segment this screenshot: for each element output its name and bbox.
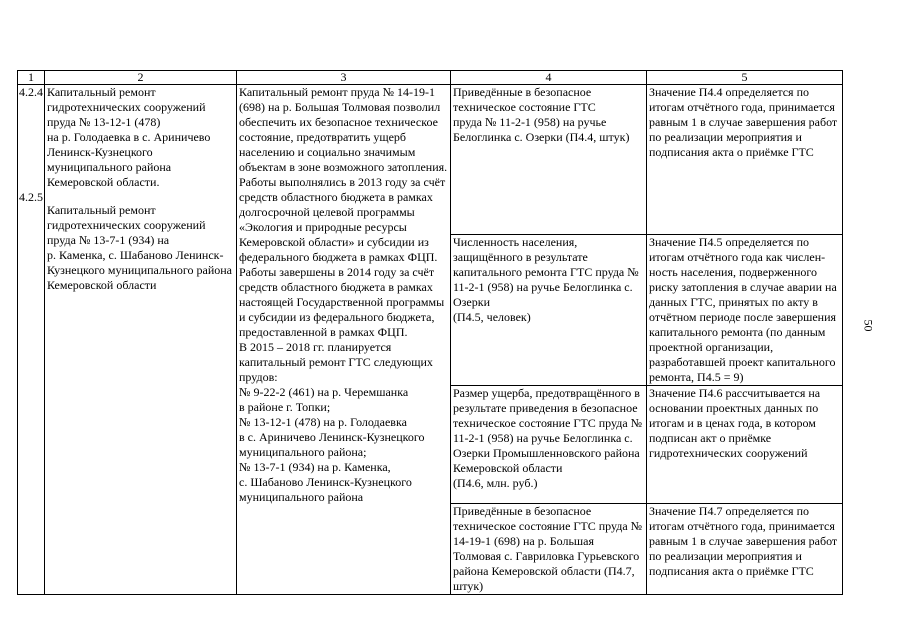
indicator-p4-6: Размер ущерба, предотвращённого в результате приведения в безопасное техническое состояние ГТС пруда № 11-2-1 (958) на ручье Белоглинка с. Озерки Промышленновского района Кемеровской области (П4.6, млн. руб.) — [451, 386, 647, 504]
column-header-3: 3 — [237, 71, 451, 85]
measure-description-cell: Капитальный ремонт пруда № 14-19-1 (698) на р. Большая Толмовая позволил обеспечить их безопасное техническое состояние, предотвратить ущерб населению и социально значимым объектам в зоне возможного затопления. Работы выполнялись в 2013 году за счёт средств областного бюджета в рамках долгосрочной целевой программы «Экология и природные ресурсы Кемеровской области» и субсидии из федерального бюджета в рамках ФЦП. Работы завершены в 2014 году за счёт средств областного бюджета в рамках настоящей Государственной программы и субсидии из федерального бюджета, предоставленной в рамках ФЦП. В 2015 – 2018 гг. планируется капитальный ремонт ГТС следующих прудов: № 9-22-2 (461) на р. Черемшанка в районе г. Топки; № 13-12-1 (478) на р. Голодаевка в с. Ариничево Ленинск-Кузнецкого муниципального района; № 13-7-1 (934) на р. Каменка, с. Шабаново Ленинск-Кузнецкого муниципального района — [237, 85, 451, 595]
row-number-cell — [18, 85, 45, 595]
indicator-p4-4: Приведённые в безопасное техническое состояние ГТС пруда № 11-2-1 (958) на ручье Белоглинка с. Озерки (П4.4, штук) — [451, 85, 647, 235]
indicator-p4-6-method: Значение П4.6 рассчитывается на основании проектных данных по итогам и в ценах года, в котором подписан акт о приёмке гидротехнических сооружений — [647, 386, 843, 504]
program-measures-table — [17, 70, 843, 595]
column-header-5: 5 — [647, 71, 843, 85]
column-header-2: 2 — [45, 71, 237, 85]
measure-name-4-2-4: Капитальный ремонт гидротехнических сооружений пруда № 13-12-1 (478) на р. Голодаевка в с. Ариничево Ленинск-Кузнецкого муниципального района Кемеровской области. — [47, 85, 211, 189]
column-header-4: 4 — [451, 71, 647, 85]
table-row — [18, 85, 843, 235]
table-header-row — [18, 71, 843, 85]
indicator-p4-5: Численность населения, защищённого в результате капитального ремонта ГТС пруда № 11-2-1 (958) на ручье Белоглинка с. Озерки (П4.5, человек) — [451, 235, 647, 386]
indicator-p4-7: Приведённые в безопасное техническое состояние ГТС пруда № 14-19-1 (698) на р. Большая Толмовая с. Гавриловка Гурьевского района Кемеровской области (П4.7, штук) — [451, 504, 647, 595]
page-number: 50 — [861, 319, 876, 332]
measure-name-4-2-5: Капитальный ремонт гидротехнических сооружений пруда № 13-7-1 (934) на р. Каменка, с. Шабаново Ленинск-Кузнецкого муниципального района Кемеровской области — [47, 203, 232, 292]
indicator-p4-7-method: Значение П4.7 определяется по итогам отчётного года, принимается равным 1 в случае завершения работ по реализации мероприятия и подписания акта о приёмке ГТС — [647, 504, 843, 595]
row-number-4-2-5: 4.2.5 — [19, 190, 43, 204]
column-header-1: 1 — [18, 71, 45, 85]
row-number-4-2-4: 4.2.4 — [19, 85, 43, 99]
measure-name-cell — [45, 85, 237, 595]
indicator-p4-4-method: Значение П4.4 определяется по итогам отчётного года, принимается равным 1 в случае завершения работ по реализации мероприятия и подписания акта о приёмке ГТС — [647, 85, 843, 235]
indicator-p4-5-method: Значение П4.5 определяется по итогам отчётного года как числен-ность населения, подверженного риску затопления в случае аварии на данных ГТС, принятых по акту в отчётном периоде после завершения капитального ремонта (по данным проектной организации, разработавшей проект капитального ремонта, П4.5 = 9) — [647, 235, 843, 386]
